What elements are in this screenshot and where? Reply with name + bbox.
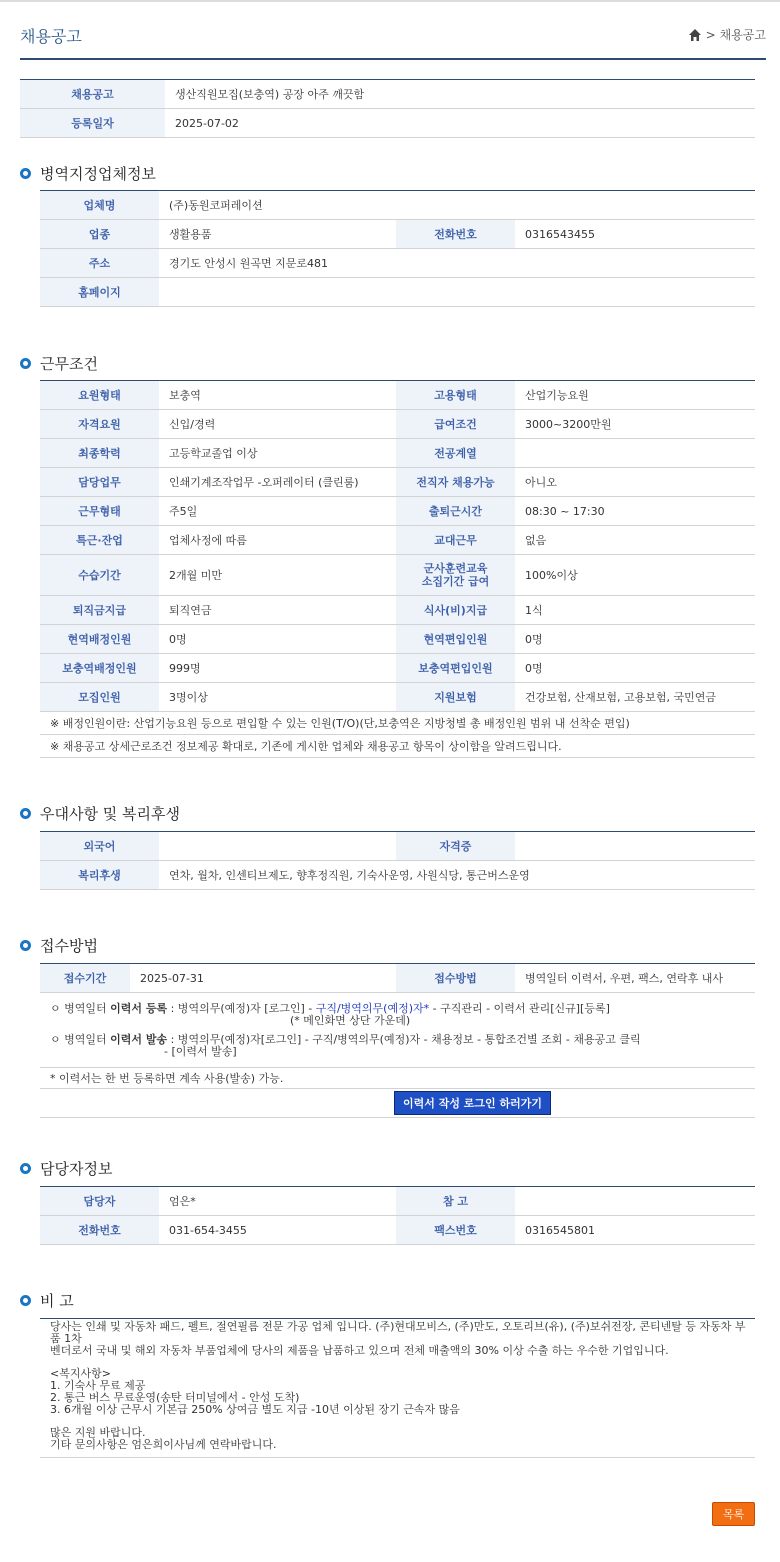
- apply-footnote: * 이력서는 한 번 등록하면 계속 사용(발송) 가능.: [40, 1068, 755, 1089]
- homepage-value[interactable]: [159, 278, 755, 307]
- bullet-icon: [20, 1163, 31, 1174]
- address-label: 주소: [40, 249, 159, 278]
- send-prefix: ㅇ 병역일터: [50, 1033, 107, 1046]
- work-value: 3명이상: [159, 683, 396, 712]
- bullet-icon: [20, 808, 31, 819]
- work-value: 0명: [515, 625, 755, 654]
- work-label: 최종학력: [40, 439, 159, 468]
- remarks-line: 1. 기숙사 무료 제공: [50, 1378, 146, 1392]
- section-company: [20, 163, 156, 184]
- company-table: [40, 190, 755, 307]
- work-label: 보충역편입인원: [396, 654, 515, 683]
- date-value: 2025-07-02: [165, 109, 755, 138]
- person-value: 엄은*: [159, 1187, 396, 1216]
- work-label: 수습기간: [40, 555, 159, 596]
- remarks-line: 당사는 인쇄 및 자동차 패드, 펠트, 절연필름 전문 가공 업체 입니다. (주)현대모비스, (주)만도, 오토리브(유), (주)보쉬전장, 콘티넨탈 등 자동차 부품 1차: [50, 1320, 746, 1345]
- work-label: 교대근무: [396, 526, 515, 555]
- register-bold: 이력서 등록: [110, 1002, 168, 1015]
- section-contact-title: 담당자정보: [40, 1160, 113, 1178]
- send-guide: [50, 1034, 745, 1046]
- work-value: 100%이상: [515, 555, 755, 596]
- bullet-icon: [20, 1295, 31, 1306]
- resume-login-button[interactable]: 이력서 작성 로그인 하러가기: [394, 1091, 551, 1115]
- work-label: 식사(비)지급: [396, 596, 515, 625]
- bullet-icon: [20, 168, 31, 179]
- remarks-line: 기타 문의사항은 엄은희이사님께 연락바랍니다.: [50, 1437, 277, 1451]
- company-name-value: (주)동원코퍼레이션: [159, 191, 755, 220]
- page-title: 채용공고: [20, 27, 82, 46]
- notice-label: 채용공고: [20, 80, 165, 109]
- login-button-cell: [40, 1089, 755, 1118]
- period-label: 접수기간: [40, 964, 130, 993]
- remarks-box: [40, 1318, 755, 1458]
- work-label: 전직자 채용가능: [396, 468, 515, 497]
- breadcrumb: [688, 26, 766, 43]
- work-value: 업체사정에 따름: [159, 526, 396, 555]
- homepage-label: 홈페이지: [40, 278, 159, 307]
- work-label: [396, 555, 515, 596]
- work-label: 현역배정인원: [40, 625, 159, 654]
- remarks-line: 3. 6개월 이상 근무시 기본급 250% 상여금 별도 지급 -10년 이상된 장기 근속자 많음: [50, 1402, 460, 1416]
- work-value: 08:30 ~ 17:30: [515, 497, 755, 526]
- remarks-line: [50, 1415, 755, 1427]
- contact-phone-value: 031-654-3455: [159, 1216, 396, 1245]
- remarks-line: 많은 지원 바랍니다.: [50, 1426, 146, 1440]
- work-value: 3000~3200만원: [515, 410, 755, 439]
- work-value: 0명: [515, 654, 755, 683]
- work-value: 없음: [515, 526, 755, 555]
- contact-phone-label: 전화번호: [40, 1216, 159, 1245]
- work-label: 전공계열: [396, 439, 515, 468]
- work-label: 담당업무: [40, 468, 159, 497]
- period-value: 2025-07-31: [130, 964, 396, 993]
- send-bold: 이력서 발송: [110, 1033, 168, 1046]
- remarks-line: 2. 통근 버스 무료운영(송탄 터미널에서 - 안성 도착): [50, 1390, 300, 1404]
- work-label: 퇴직금지급: [40, 596, 159, 625]
- work-value: 건강보험, 산재보험, 고용보험, 국민연금: [515, 683, 755, 712]
- work-value: 퇴직연금: [159, 596, 396, 625]
- welfare-value: 연차, 월차, 인센티브제도, 향후정직원, 기숙사운영, 사원식당, 통근버스운영: [159, 861, 755, 890]
- work-label: 지원보험: [396, 683, 515, 712]
- register-prefix: ㅇ 병역일터: [50, 1002, 107, 1015]
- list-button[interactable]: 목록: [712, 1502, 755, 1526]
- register-text: : 병역의무(예정)자 [로그인] -: [170, 1002, 313, 1015]
- remarks-line: 벤더로서 국내 및 해외 자동차 부품업체에 당사의 제품을 납품하고 있으며 전체 매출액의 30% 이상 수출 하는 우수한 기업입니다.: [50, 1343, 669, 1357]
- date-label: 등록일자: [20, 109, 165, 138]
- work-value: 산업기능요원: [515, 381, 755, 410]
- work-table: [40, 380, 755, 758]
- language-label: 외국어: [40, 832, 159, 861]
- section-company-title: 병역지정업체정보: [40, 165, 156, 183]
- work-value: 보충역: [159, 381, 396, 410]
- register-link[interactable]: 구직/병역의무(예정)자*: [315, 1002, 430, 1015]
- breadcrumb-separator: >: [705, 27, 716, 42]
- section-apply: [20, 935, 98, 956]
- work-value: 고등학교졸업 이상: [159, 439, 396, 468]
- register-guide: [50, 1003, 745, 1015]
- apply-guide: [40, 993, 755, 1068]
- method-label: 접수방법: [396, 964, 515, 993]
- work-value: 인쇄기계조작업무 -오퍼레이터 (클린룸): [159, 468, 396, 497]
- send-text-2: - [이력서 발송]: [164, 1044, 237, 1058]
- work-value: 999명: [159, 654, 396, 683]
- work-label: 자격요원: [40, 410, 159, 439]
- work-label: 보충역배정인원: [40, 654, 159, 683]
- remarks-line: [50, 1356, 755, 1368]
- work-label: 급여조건: [396, 410, 515, 439]
- benefit-table: [40, 831, 755, 890]
- work-label: 출퇴근시간: [396, 497, 515, 526]
- page-header: [20, 22, 766, 60]
- register-note: (* 메인화면 상단 가운데): [290, 1013, 411, 1027]
- section-apply-title: 접수방법: [40, 937, 98, 955]
- register-text-2: - 구직관리 - 이력서 관리[신규][등록]: [432, 1002, 610, 1015]
- summary-table: [20, 79, 755, 138]
- remarks-line: <복지사항>: [50, 1367, 111, 1381]
- section-work: [20, 353, 98, 374]
- work-value: 1식: [515, 596, 755, 625]
- work-value: 2개월 미만: [159, 555, 396, 596]
- method-value: 병역일터 이력서, 우편, 팩스, 연락후 내사: [515, 964, 755, 993]
- bullet-icon: [20, 358, 31, 369]
- work-label: 모집인원: [40, 683, 159, 712]
- work-label: 요원형태: [40, 381, 159, 410]
- company-name-label: 업체명: [40, 191, 159, 220]
- company-phone-label: 전화번호: [396, 220, 515, 249]
- ref-value: [515, 1187, 755, 1216]
- work-label-line: 군사훈련교육: [423, 562, 488, 575]
- address-value: 경기도 안성시 원곡면 지문로481: [159, 249, 755, 278]
- company-phone-value: 0316543455: [515, 220, 755, 249]
- work-note: ※ 채용공고 상세근로조건 정보제공 확대로, 기존에 게시한 업체와 채용공고 항목이 상이함을 알려드립니다.: [40, 735, 755, 758]
- section-contact: [20, 1158, 112, 1179]
- industry-label: 업종: [40, 220, 159, 249]
- work-note: ※ 배정인원이란: 산업기능요원 등으로 편입할 수 있는 인원(T/O)(단,보충역은 지방청별 총 배정인원 범위 내 선착순 편입): [40, 712, 755, 735]
- breadcrumb-current: 채용공고: [719, 28, 766, 42]
- welfare-label: 복리후생: [40, 861, 159, 890]
- work-label: 고용형태: [396, 381, 515, 410]
- work-label-line: 소집기간 급여: [421, 575, 490, 588]
- language-value: [159, 832, 396, 861]
- work-value: 주5일: [159, 497, 396, 526]
- work-value: 아니오: [515, 468, 755, 497]
- fax-value: 0316545801: [515, 1216, 755, 1245]
- send-text: : 병역의무(예정)자[로그인] - 구직/병역의무(예정)자 - 채용정보 - 통합조건별 조회 - 채용공고 클릭: [170, 1033, 641, 1046]
- notice-value: 생산직원모집(보충역) 공장 아주 깨끗함: [165, 80, 755, 109]
- work-label: 특근·잔업: [40, 526, 159, 555]
- person-label: 담당자: [40, 1187, 159, 1216]
- section-remarks-title: 비 고: [40, 1292, 74, 1310]
- top-border: [0, 0, 780, 2]
- section-remarks: [20, 1290, 74, 1311]
- contact-table: [40, 1186, 755, 1245]
- section-work-title: 근무조건: [40, 355, 98, 373]
- work-value: [515, 439, 755, 468]
- certificate-label: 자격증: [396, 832, 515, 861]
- section-benefit: [20, 803, 180, 824]
- work-label: 근무형태: [40, 497, 159, 526]
- work-value: 0명: [159, 625, 396, 654]
- bullet-icon: [20, 940, 31, 951]
- fax-label: 팩스번호: [396, 1216, 515, 1245]
- work-label: 현역편입인원: [396, 625, 515, 654]
- certificate-value: [515, 832, 755, 861]
- apply-table: [40, 963, 755, 1118]
- home-icon[interactable]: [688, 28, 702, 42]
- industry-value: 생활용품: [159, 220, 396, 249]
- section-benefit-title: 우대사항 및 복리후생: [40, 805, 180, 823]
- work-value: 신입/경력: [159, 410, 396, 439]
- ref-label: 참 고: [396, 1187, 515, 1216]
